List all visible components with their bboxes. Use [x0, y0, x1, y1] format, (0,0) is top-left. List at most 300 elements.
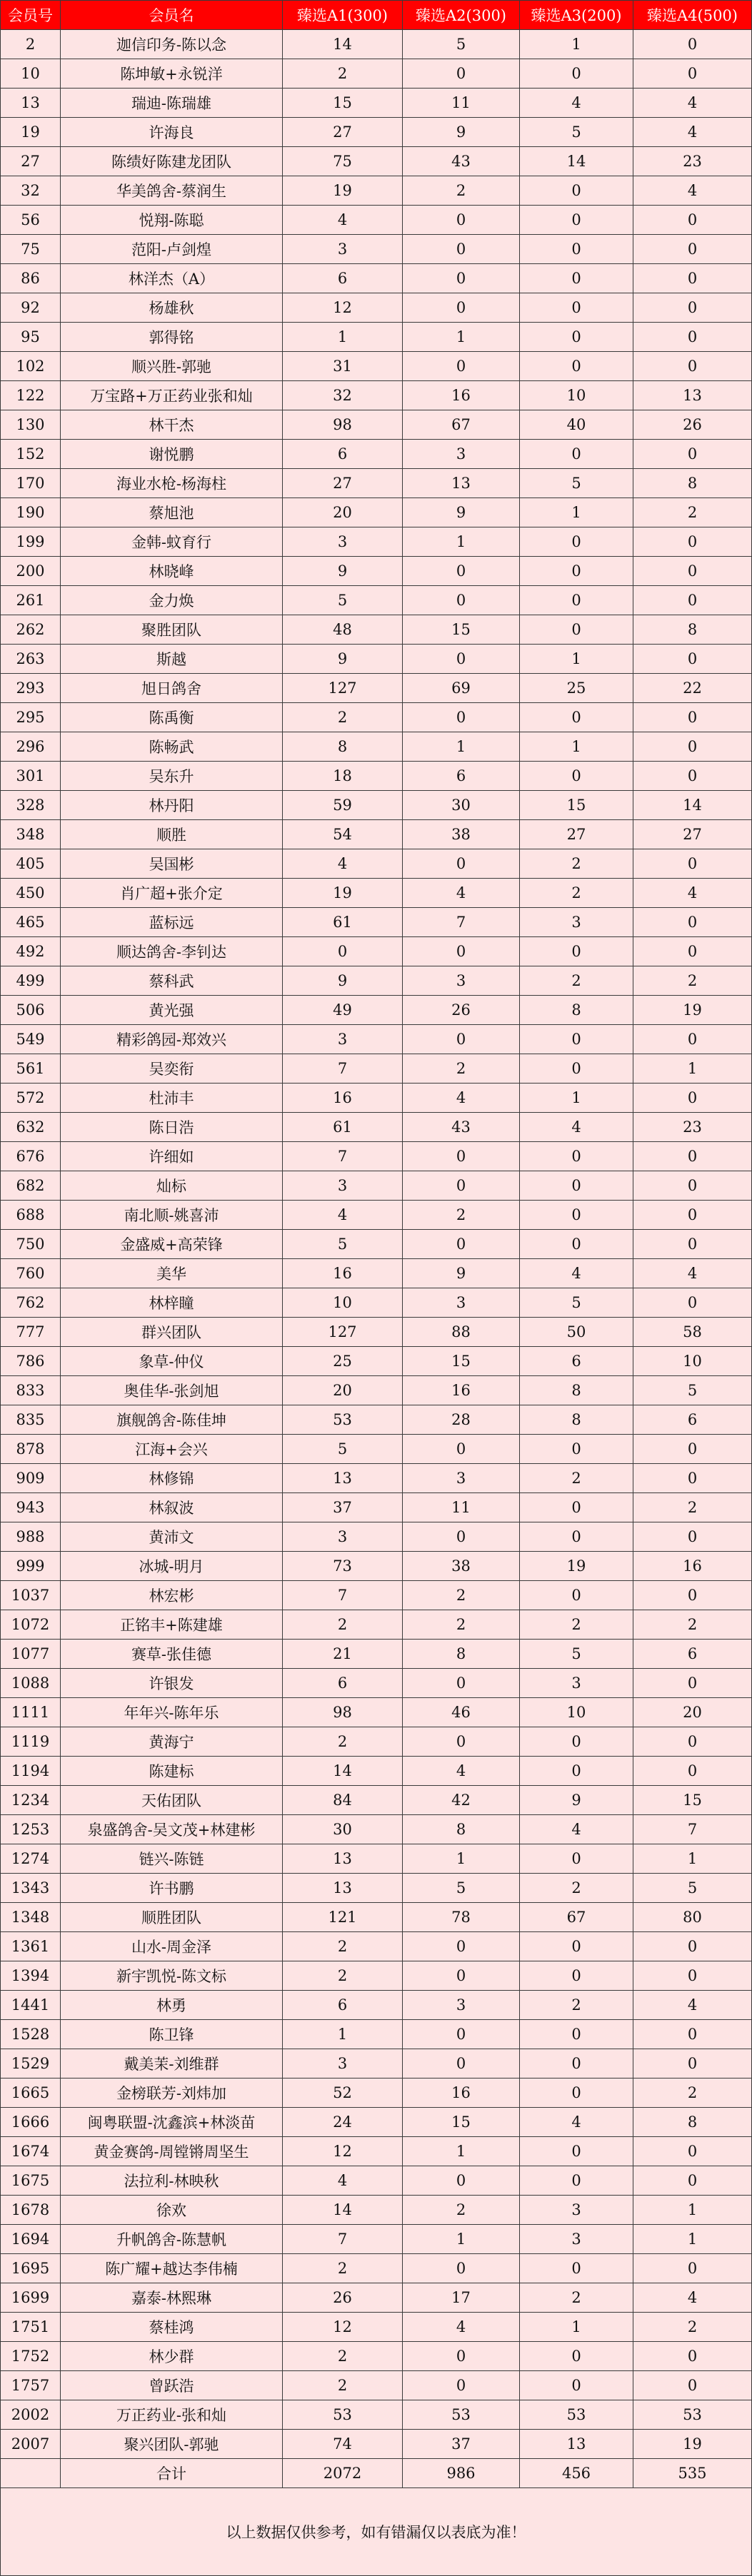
cell-a3: 0: [520, 586, 633, 615]
cell-a1: 12: [283, 2313, 403, 2342]
cell-a1: 14: [283, 30, 403, 59]
cell-a1: 61: [283, 1113, 403, 1142]
table-row: [0, 352, 752, 381]
cell-a2: 0: [403, 352, 520, 381]
table-row: [0, 206, 752, 235]
cell-a1: 31: [283, 352, 403, 381]
cell-a2: 30: [403, 791, 520, 820]
cell-a3: 3: [520, 2225, 633, 2254]
table-row: [0, 2371, 752, 2400]
cell-a3: 5: [520, 118, 633, 147]
cell-a3: 2: [520, 1874, 633, 1903]
cell-member-name: 顺兴胜-郭驰: [61, 352, 283, 381]
header-a2: 臻选A2(300): [403, 0, 520, 30]
table-row: [0, 1640, 752, 1669]
cell-member-id: 130: [0, 410, 61, 440]
cell-a3: 0: [520, 1171, 633, 1201]
cell-a4: 6: [633, 1640, 752, 1669]
cell-member-id: 86: [0, 264, 61, 293]
cell-member-name: 黄海宁: [61, 1727, 283, 1757]
cell-a1: 24: [283, 2108, 403, 2137]
cell-a1: 4: [283, 206, 403, 235]
cell-member-name: 郭得铭: [61, 323, 283, 352]
cell-a4: 53: [633, 2400, 752, 2430]
cell-member-id: 1441: [0, 1991, 61, 2020]
cell-a2: 0: [403, 1025, 520, 1054]
cell-a2: 78: [403, 1903, 520, 1932]
cell-a3: 3: [520, 1669, 633, 1698]
cell-a2: 3: [403, 440, 520, 469]
cell-a4: 0: [633, 527, 752, 557]
cell-a3: 4: [520, 1113, 633, 1142]
cell-member-name: 年年兴-陈年乐: [61, 1698, 283, 1727]
cell-a2: 0: [403, 937, 520, 966]
cell-a3: 0: [520, 937, 633, 966]
cell-member-name: 海业水枪-杨海柱: [61, 469, 283, 498]
cell-a2: 26: [403, 996, 520, 1025]
cell-member-id: 676: [0, 1142, 61, 1171]
cell-member-id: 1077: [0, 1640, 61, 1669]
cell-member-id: 10: [0, 59, 61, 89]
table-row: [0, 89, 752, 118]
table-row: [0, 1054, 752, 1084]
table-row: [0, 1113, 752, 1142]
table-row: [0, 293, 752, 323]
cell-member-name: 金盛威+高荣锋: [61, 1230, 283, 1259]
cell-member-id: 295: [0, 703, 61, 732]
cell-member-id: 1394: [0, 1961, 61, 1991]
cell-a4: 20: [633, 1698, 752, 1727]
cell-a2: 16: [403, 1376, 520, 1405]
table-row: [0, 1786, 752, 1815]
cell-a1: 14: [283, 2196, 403, 2225]
cell-a1: 2: [283, 2254, 403, 2283]
cell-a1: 2: [283, 703, 403, 732]
cell-a1: 1: [283, 2020, 403, 2049]
cell-member-name: 陈畅武: [61, 732, 283, 762]
cell-a4: 0: [633, 849, 752, 879]
cell-member-id: 1194: [0, 1757, 61, 1786]
header-a4: 臻选A4(500): [633, 0, 752, 30]
cell-member-id: 499: [0, 966, 61, 996]
cell-a4: 0: [633, 557, 752, 586]
cell-member-id: 75: [0, 235, 61, 264]
cell-a4: 0: [633, 645, 752, 674]
cell-a2: 0: [403, 264, 520, 293]
cell-a2: 17: [403, 2283, 520, 2313]
cell-a4: 0: [633, 30, 752, 59]
cell-a2: 2: [403, 1581, 520, 1610]
cell-member-id: 688: [0, 1201, 61, 1230]
cell-a2: 4: [403, 2313, 520, 2342]
table-row: [0, 2254, 752, 2283]
cell-a4: 0: [633, 1669, 752, 1698]
cell-member-name: 悦翔-陈聪: [61, 206, 283, 235]
cell-a1: 5: [283, 586, 403, 615]
table-row: [0, 2313, 752, 2342]
cell-a4: 6: [633, 1405, 752, 1435]
table-row: [0, 2166, 752, 2196]
cell-a2: 7: [403, 908, 520, 937]
cell-member-name: 林宏彬: [61, 1581, 283, 1610]
cell-a3: 8: [520, 1376, 633, 1405]
cell-member-id: 2007: [0, 2430, 61, 2459]
cell-member-id: 1361: [0, 1932, 61, 1961]
cell-a4: 2: [633, 1493, 752, 1522]
cell-member-id: 405: [0, 849, 61, 879]
cell-member-name: 顺胜团队: [61, 1903, 283, 1932]
table-row: [0, 1347, 752, 1376]
cell-a4: 0: [633, 2166, 752, 2196]
cell-a4: 1: [633, 1844, 752, 1874]
cell-a1: 74: [283, 2430, 403, 2459]
cell-member-id: 190: [0, 498, 61, 527]
cell-member-name: 吴国彬: [61, 849, 283, 879]
table-row: [0, 469, 752, 498]
cell-a4: 0: [633, 2254, 752, 2283]
cell-a1: 2: [283, 1727, 403, 1757]
cell-a1: 5: [283, 1435, 403, 1464]
cell-a1: 3: [283, 235, 403, 264]
cell-a1: 19: [283, 879, 403, 908]
cell-a2: 0: [403, 1932, 520, 1961]
cell-a4: 4: [633, 879, 752, 908]
cell-member-id: 1752: [0, 2342, 61, 2371]
cell-a4: 19: [633, 2430, 752, 2459]
cell-a1: 6: [283, 440, 403, 469]
cell-a2: 0: [403, 1522, 520, 1552]
cell-member-id: 1111: [0, 1698, 61, 1727]
cell-a1: 1: [283, 323, 403, 352]
cell-a1: 75: [283, 147, 403, 176]
cell-a4: 19: [633, 996, 752, 1025]
cell-member-name: 金榜联芳-刘炜加: [61, 2079, 283, 2108]
cell-a2: 15: [403, 1347, 520, 1376]
table-row: [0, 937, 752, 966]
cell-a1: 48: [283, 615, 403, 645]
cell-a3: 5: [520, 469, 633, 498]
cell-a3: 8: [520, 996, 633, 1025]
cell-member-id: 296: [0, 732, 61, 762]
cell-member-id: 943: [0, 1493, 61, 1522]
cell-a1: 4: [283, 849, 403, 879]
cell-a2: 37: [403, 2430, 520, 2459]
cell-a3: 1: [520, 498, 633, 527]
cell-a4: 2: [633, 1610, 752, 1640]
cell-member-id: 750: [0, 1230, 61, 1259]
cell-member-name: 金力焕: [61, 586, 283, 615]
cell-a4: 0: [633, 1757, 752, 1786]
cell-a4: 8: [633, 2108, 752, 2137]
cell-a4: 0: [633, 1464, 752, 1493]
cell-a3: 0: [520, 1054, 633, 1084]
cell-a3: 0: [520, 440, 633, 469]
cell-a4: 2: [633, 498, 752, 527]
cell-member-name: 肖广超+张介定: [61, 879, 283, 908]
cell-a2: 16: [403, 381, 520, 410]
cell-a2: 28: [403, 1405, 520, 1435]
cell-a1: 49: [283, 996, 403, 1025]
cell-a1: 3: [283, 1171, 403, 1201]
cell-a1: 30: [283, 1815, 403, 1844]
cell-member-id: 301: [0, 762, 61, 791]
cell-a2: 2: [403, 1201, 520, 1230]
cell-member-name: 奥佳华-张剑旭: [61, 1376, 283, 1405]
cell-a2: 15: [403, 2108, 520, 2137]
cell-member-name: 万正药业-张和灿: [61, 2400, 283, 2430]
cell-member-id: 999: [0, 1552, 61, 1581]
cell-a1: 2: [283, 59, 403, 89]
cell-a4: 4: [633, 118, 752, 147]
cell-member-id: 762: [0, 1288, 61, 1318]
cell-a1: 3: [283, 1522, 403, 1552]
cell-a3: 5: [520, 1288, 633, 1318]
cell-member-id: 1694: [0, 2225, 61, 2254]
cell-a4: 14: [633, 791, 752, 820]
cell-member-id: 263: [0, 645, 61, 674]
cell-a2: 8: [403, 1815, 520, 1844]
cell-member-name: 万宝路+万正药业张和灿: [61, 381, 283, 410]
cell-a3: 0: [520, 2049, 633, 2079]
cell-a3: 0: [520, 264, 633, 293]
cell-a2: 0: [403, 2020, 520, 2049]
cell-member-id: 1675: [0, 2166, 61, 2196]
table-row: [0, 1727, 752, 1757]
table-row: [0, 2430, 752, 2459]
cell-a2: 13: [403, 469, 520, 498]
cell-a4: 0: [633, 206, 752, 235]
cell-a4: 0: [633, 1025, 752, 1054]
cell-a1: 6: [283, 1991, 403, 2020]
cell-a2: 0: [403, 1230, 520, 1259]
cell-a2: 0: [403, 586, 520, 615]
cell-a2: 0: [403, 59, 520, 89]
header-member-name: 会员名: [61, 0, 283, 30]
cell-a2: 11: [403, 1493, 520, 1522]
cell-a2: 43: [403, 147, 520, 176]
cell-a2: 9: [403, 1259, 520, 1288]
cell-a4: 0: [633, 2342, 752, 2371]
table-row: [0, 1493, 752, 1522]
cell-a4: 0: [633, 1142, 752, 1171]
table-row: [0, 1961, 752, 1991]
cell-a2: 0: [403, 2166, 520, 2196]
table-row: [0, 410, 752, 440]
table-row: [0, 732, 752, 762]
cell-member-id: 561: [0, 1054, 61, 1084]
cell-a3: 0: [520, 1844, 633, 1874]
table-row: [0, 1435, 752, 1464]
cell-a4: 4: [633, 2283, 752, 2313]
cell-a2: 2: [403, 1054, 520, 1084]
table-row: [0, 1991, 752, 2020]
cell-a1: 127: [283, 674, 403, 703]
table-row: [0, 147, 752, 176]
cell-member-name: 谢悦鹏: [61, 440, 283, 469]
cell-member-id: 786: [0, 1347, 61, 1376]
cell-member-id: 1348: [0, 1903, 61, 1932]
cell-member-id: 465: [0, 908, 61, 937]
cell-member-name: 泉盛鸽舍-吴文茂+林建彬: [61, 1815, 283, 1844]
cell-a2: 53: [403, 2400, 520, 2430]
cell-a3: 25: [520, 674, 633, 703]
cell-a1: 13: [283, 1844, 403, 1874]
cell-a1: 2: [283, 1932, 403, 1961]
cell-a1: 13: [283, 1874, 403, 1903]
cell-a2: 0: [403, 235, 520, 264]
cell-a2: 9: [403, 118, 520, 147]
table-row: [0, 1932, 752, 1961]
total-a3: 456: [520, 2459, 633, 2488]
table-row: [0, 615, 752, 645]
cell-a1: 2: [283, 2371, 403, 2400]
total-a4: 535: [633, 2459, 752, 2488]
cell-a4: 1: [633, 2196, 752, 2225]
cell-a3: 0: [520, 527, 633, 557]
cell-a3: 4: [520, 2108, 633, 2137]
table-row: [0, 1405, 752, 1435]
cell-member-id: 348: [0, 820, 61, 849]
table-row: [0, 908, 752, 937]
cell-a4: 0: [633, 762, 752, 791]
cell-a3: 3: [520, 908, 633, 937]
table-row: [0, 1552, 752, 1581]
cell-member-name: 链兴-陈链: [61, 1844, 283, 1874]
cell-member-name: 许细如: [61, 1142, 283, 1171]
cell-a2: 0: [403, 206, 520, 235]
cell-a4: 58: [633, 1318, 752, 1347]
header-member-id: 会员号: [0, 0, 61, 30]
table-row: [0, 703, 752, 732]
cell-a4: 22: [633, 674, 752, 703]
cell-a4: 1: [633, 2225, 752, 2254]
cell-member-name: 江海+会兴: [61, 1435, 283, 1464]
cell-a3: 0: [520, 2079, 633, 2108]
cell-a1: 32: [283, 381, 403, 410]
table-row: [0, 2225, 752, 2254]
cell-a3: 0: [520, 1522, 633, 1552]
cell-member-name: 冰城-明月: [61, 1552, 283, 1581]
cell-a3: 4: [520, 1259, 633, 1288]
table-row: [0, 1025, 752, 1054]
cell-a2: 4: [403, 1757, 520, 1786]
cell-a2: 38: [403, 820, 520, 849]
cell-member-name: 许海良: [61, 118, 283, 147]
cell-member-name: 吴东升: [61, 762, 283, 791]
cell-a4: 0: [633, 937, 752, 966]
cell-member-id: 1528: [0, 2020, 61, 2049]
cell-member-name: 蔡旭池: [61, 498, 283, 527]
cell-member-id: 833: [0, 1376, 61, 1405]
cell-a1: 2: [283, 1610, 403, 1640]
cell-member-id: 835: [0, 1405, 61, 1435]
cell-member-name: 山水-周金泽: [61, 1932, 283, 1961]
table-row: [0, 2020, 752, 2049]
cell-a3: 0: [520, 1201, 633, 1230]
cell-a2: 9: [403, 498, 520, 527]
table-row: [0, 1142, 752, 1171]
cell-a3: 0: [520, 352, 633, 381]
cell-a3: 0: [520, 1727, 633, 1757]
cell-a1: 6: [283, 1669, 403, 1698]
cell-member-id: 27: [0, 147, 61, 176]
cell-a1: 3: [283, 527, 403, 557]
cell-a1: 4: [283, 2166, 403, 2196]
cell-a2: 0: [403, 1435, 520, 1464]
cell-a1: 4: [283, 1201, 403, 1230]
cell-a1: 2: [283, 2342, 403, 2371]
cell-a4: 0: [633, 1961, 752, 1991]
cell-member-name: 迦信印务-陈以念: [61, 30, 283, 59]
cell-a2: 67: [403, 410, 520, 440]
cell-member-name: 黄金赛鸽-周镗锵周坚生: [61, 2137, 283, 2166]
cell-member-name: 陈坤敏+永锐洋: [61, 59, 283, 89]
table-row: [0, 527, 752, 557]
cell-a2: 43: [403, 1113, 520, 1142]
cell-a2: 3: [403, 1288, 520, 1318]
cell-a4: 0: [633, 703, 752, 732]
cell-a3: 0: [520, 2371, 633, 2400]
table-row: [0, 440, 752, 469]
cell-member-id: 1234: [0, 1786, 61, 1815]
cell-a4: 2: [633, 966, 752, 996]
table-row: [0, 264, 752, 293]
cell-a4: 5: [633, 1376, 752, 1405]
cell-a1: 54: [283, 820, 403, 849]
cell-member-id: 200: [0, 557, 61, 586]
cell-member-name: 戴美茉-刘维群: [61, 2049, 283, 2079]
cell-a3: 0: [520, 1493, 633, 1522]
cell-a4: 0: [633, 2371, 752, 2400]
cell-member-id: 1699: [0, 2283, 61, 2313]
cell-member-name: 杨雄秋: [61, 293, 283, 323]
table-row: [0, 1610, 752, 1640]
cell-member-id: 95: [0, 323, 61, 352]
cell-member-name: 法拉利-林映秋: [61, 2166, 283, 2196]
cell-member-id: 1037: [0, 1581, 61, 1610]
table-row: [0, 1669, 752, 1698]
cell-member-id: 122: [0, 381, 61, 410]
cell-a1: 7: [283, 1142, 403, 1171]
cell-a4: 0: [633, 2137, 752, 2166]
cell-member-name: 群兴团队: [61, 1318, 283, 1347]
cell-member-name: 黄光强: [61, 996, 283, 1025]
cell-a2: 0: [403, 2371, 520, 2400]
cell-member-id: 572: [0, 1084, 61, 1113]
cell-member-name: 华美鸽舍-蔡润生: [61, 176, 283, 206]
cell-a3: 1: [520, 732, 633, 762]
cell-member-name: 嘉泰-林熙琳: [61, 2283, 283, 2313]
cell-member-id: 170: [0, 469, 61, 498]
cell-a3: 2: [520, 879, 633, 908]
cell-a1: 9: [283, 557, 403, 586]
cell-a3: 0: [520, 703, 633, 732]
cell-a1: 16: [283, 1259, 403, 1288]
cell-a3: 0: [520, 176, 633, 206]
table-row: [0, 1757, 752, 1786]
cell-a4: 27: [633, 820, 752, 849]
cell-a4: 4: [633, 89, 752, 118]
table-row: [0, 30, 752, 59]
cell-a4: 0: [633, 1201, 752, 1230]
cell-member-id: 492: [0, 937, 61, 966]
cell-member-name: 蓝标远: [61, 908, 283, 937]
cell-a2: 8: [403, 1640, 520, 1669]
cell-member-id: 777: [0, 1318, 61, 1347]
cell-a2: 0: [403, 1171, 520, 1201]
cell-a2: 1: [403, 323, 520, 352]
cell-a2: 0: [403, 849, 520, 879]
